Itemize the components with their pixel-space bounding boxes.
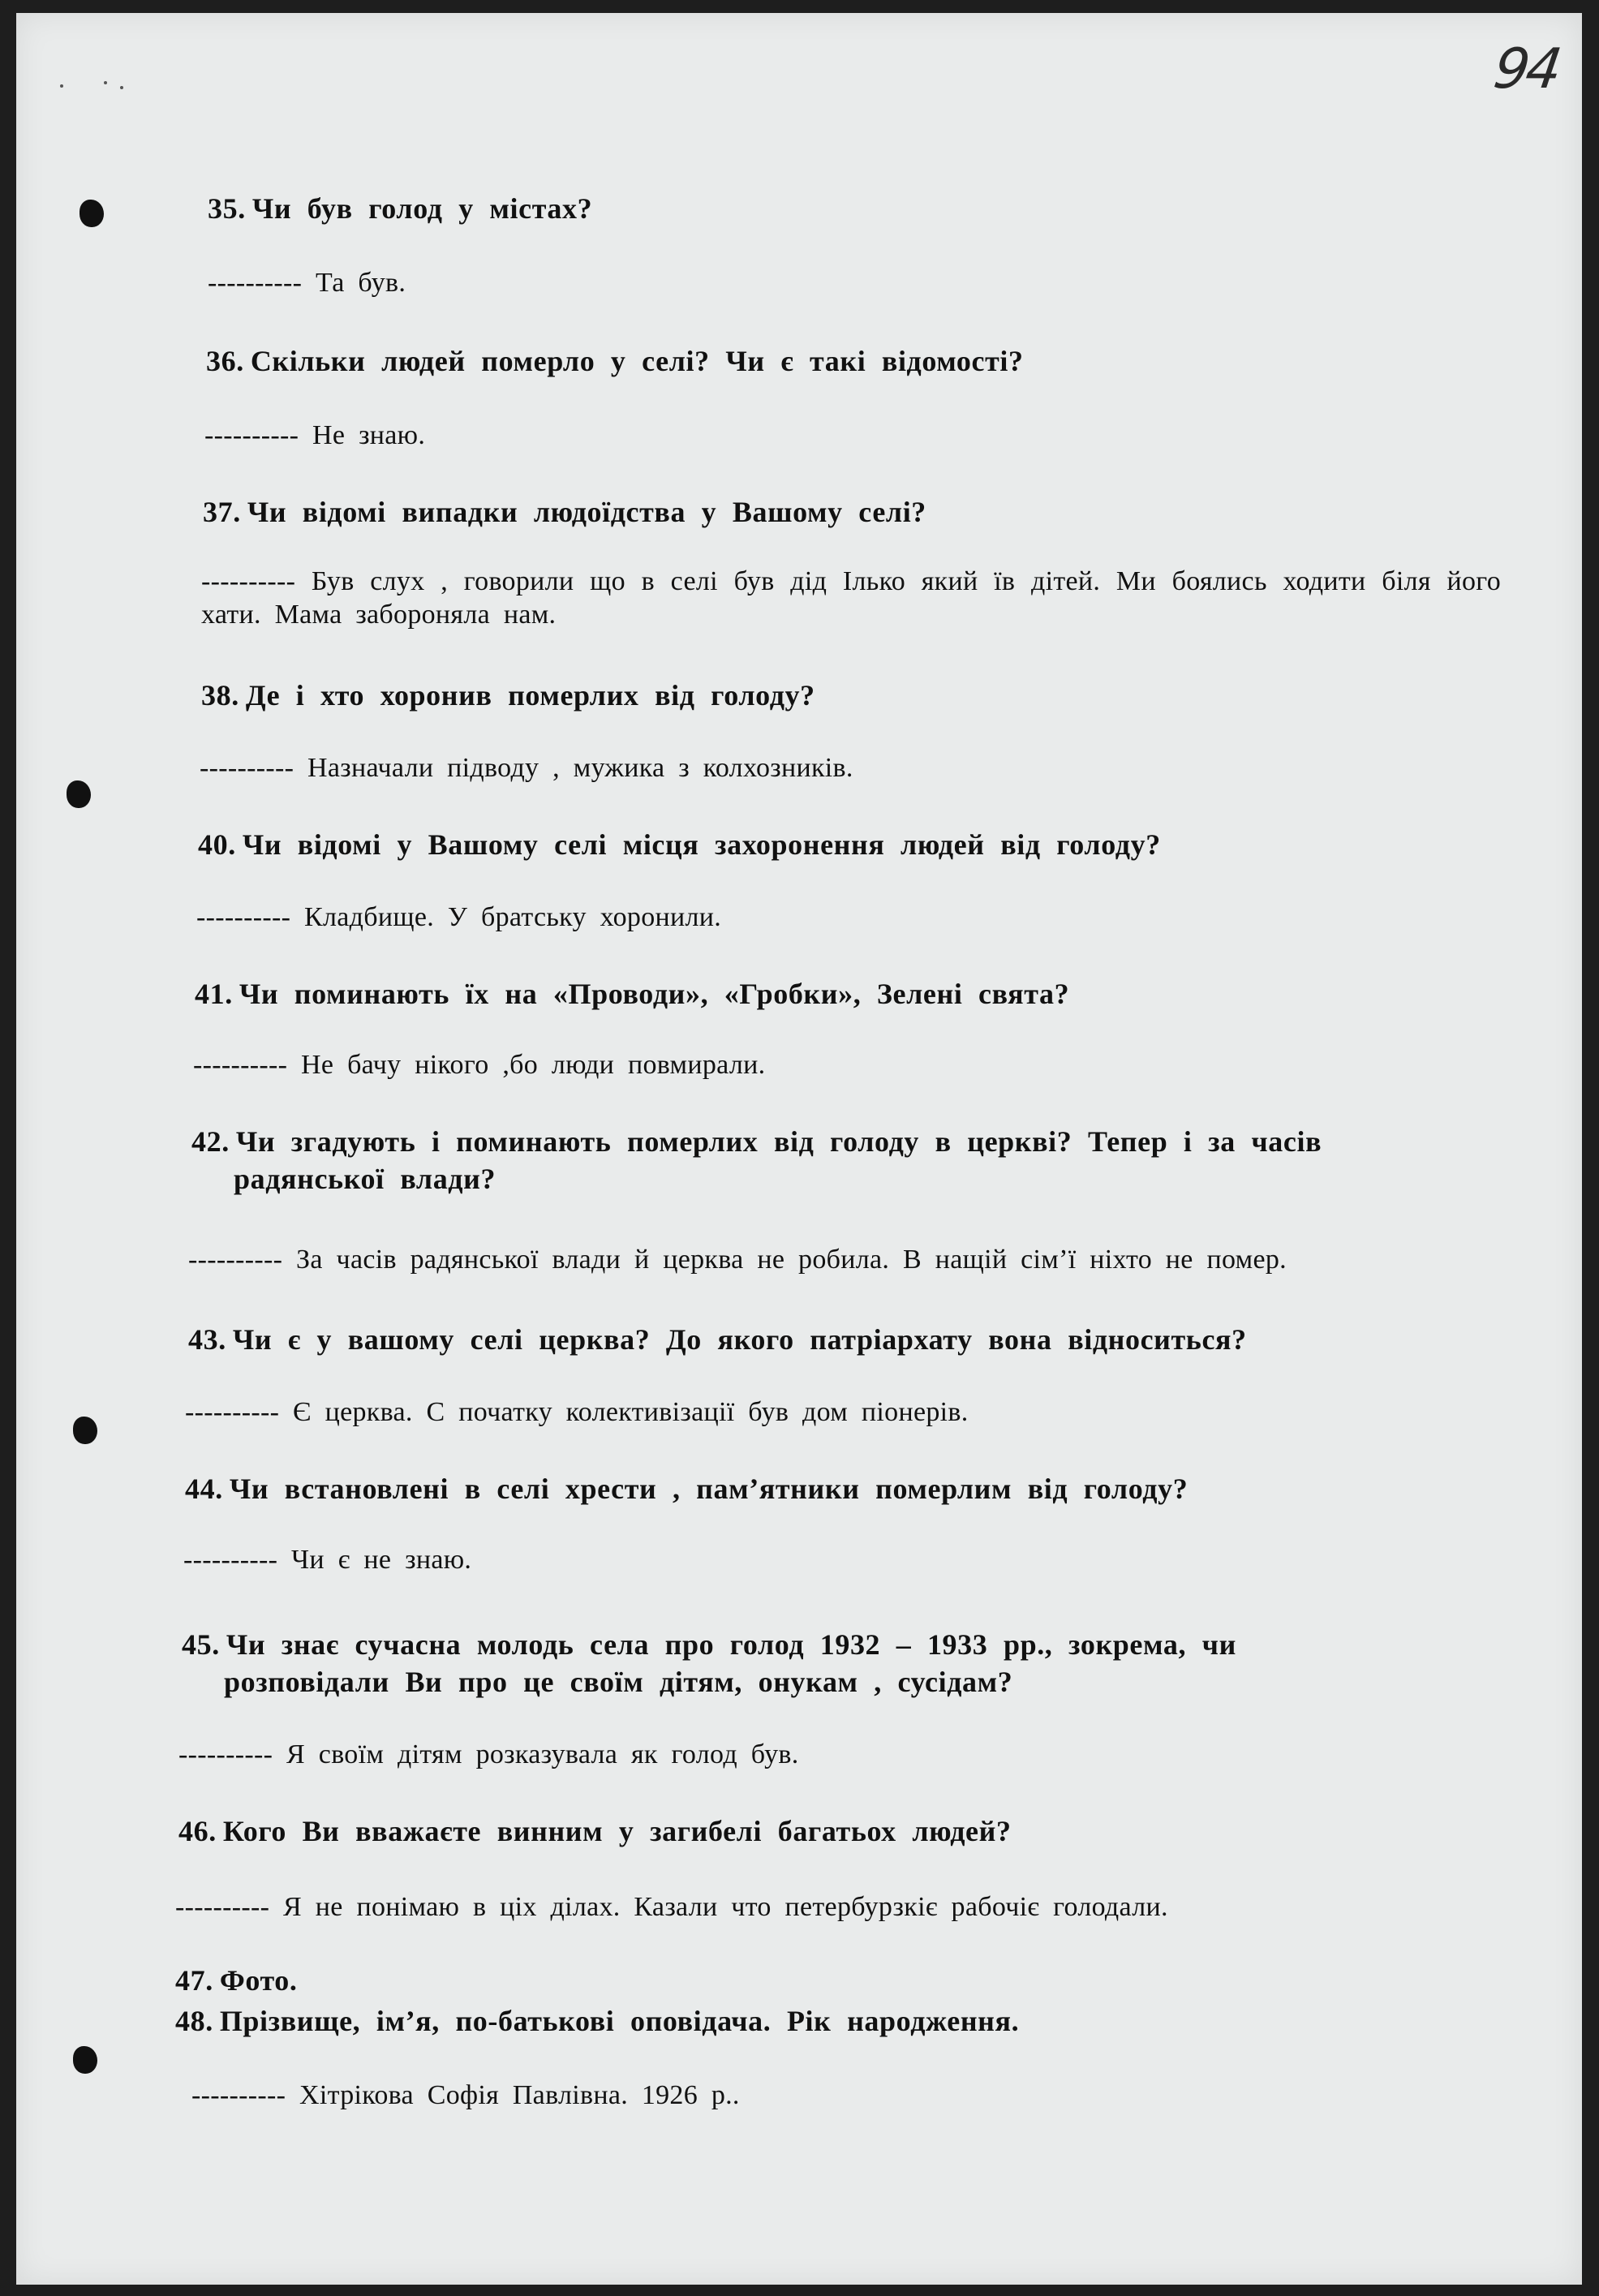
question-44: 44. Чи встановлені в селі хрести , пам’ятники померлим від голоду?: [185, 1473, 1189, 1505]
question-47: 47. Фото.: [175, 1964, 298, 1997]
answer-45: ---------- Я своїм дітям розказувала як голод був.: [178, 1739, 799, 1769]
punch-hole: [80, 200, 104, 227]
handwritten-page-number: 94: [1489, 37, 1563, 101]
margin-mark: [120, 86, 123, 89]
margin-mark: [60, 84, 63, 88]
punch-hole: [73, 1417, 97, 1444]
question-37: 37. Чи відомі випадки людоїдства у Вашому селі?: [203, 496, 926, 528]
question-42-continued: радянської влади?: [234, 1163, 496, 1195]
answer-35: ---------- Та був.: [208, 268, 406, 298]
punch-hole: [73, 2046, 97, 2074]
question-41: 41. Чи поминають їх на «Проводи», «Гробки», Зелені свята?: [195, 978, 1070, 1010]
answer-38: ---------- Назначали підводу , мужика з колхозників.: [200, 753, 853, 783]
answer-42: ---------- За часів радянської влади й церква не робила. В нащій сім’ї ніхто не помер.: [188, 1245, 1287, 1275]
answer-41: ---------- Не бачу нікого ,бо люди повмирали.: [193, 1050, 766, 1080]
question-43: 43. Чи є у вашому селі церква? До якого патріархату вона відноситься?: [188, 1323, 1247, 1356]
answer-40: ---------- Кладбище. У братську хоронили.: [196, 902, 722, 932]
document-page: [16, 13, 1582, 2285]
question-42: 42. Чи згадують і поминають померлих від голоду в церкві? Тепер і за часів: [191, 1125, 1322, 1158]
punch-hole: [67, 780, 91, 808]
question-46: 46. Кого Ви вважаєте винним у загибелі багатьох людей?: [178, 1815, 1012, 1847]
margin-mark: [104, 81, 107, 84]
question-48: 48. Прізвище, ім’я, по-батькові оповідача. Рік народження.: [175, 2005, 1020, 2037]
question-35: 35. Чи був голод у містах?: [208, 192, 593, 225]
question-36: 36. Скільки людей померло у селі? Чи є такі відомості?: [206, 345, 1024, 377]
answer-36: ---------- Не знаю.: [204, 420, 426, 450]
question-45: 45. Чи знає сучасна молодь села про голод 1932 – 1933 рр., зокрема, чи: [182, 1628, 1236, 1661]
answer-43: ---------- Є церква. С початку колективізації був дом піонерів.: [185, 1397, 969, 1427]
answer-37: ---------- Був слух , говорили що в селі був дід Ілько який їв дітей. Ми боялись ходити біля його хати. Мама забороняла нам.: [201, 566, 1501, 630]
answer-46: ---------- Я не понімаю в ціх ділах. Казали что петербурзкіє рабочіє голодали.: [175, 1892, 1168, 1922]
answer-48: ---------- Хітрікова Софія Павлівна. 1926 р..: [191, 2080, 740, 2110]
question-40: 40. Чи відомі у Вашому селі місця захоронення людей від голоду?: [198, 828, 1161, 861]
question-38: 38. Де і хто хоронив померлих від голоду?: [201, 679, 815, 712]
answer-44: ---------- Чи є не знаю.: [183, 1545, 472, 1575]
question-45-continued: розповідали Ви про це своїм дітям, онукам , сусідам?: [224, 1666, 1013, 1698]
